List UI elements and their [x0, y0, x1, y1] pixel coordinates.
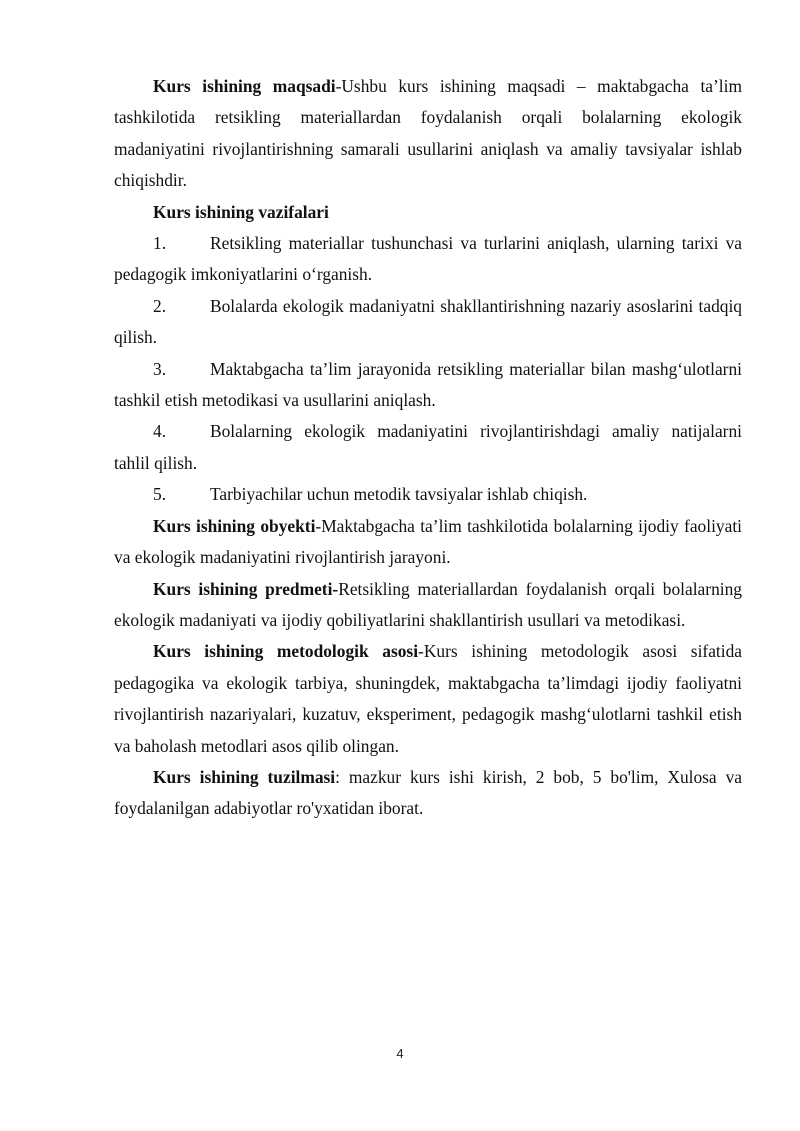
- task-number: 5.: [153, 484, 167, 505]
- task-item-2: [114, 291, 742, 354]
- task-item-3: [114, 354, 742, 417]
- task-item-5: [114, 479, 742, 510]
- page-number: 4: [396, 1046, 404, 1061]
- task-text: Retsikling materiallar tushunchasi va turlarini aniqlash, ularning tarixi va pedagogik imkoniyatlarini o‘rganish.: [114, 233, 742, 285]
- document-body: [114, 71, 742, 825]
- structure-paragraph: [114, 762, 742, 825]
- subject-label: Kurs ishining predmeti-: [153, 578, 339, 599]
- purpose-label: Kurs ishining maqsadi: [153, 76, 336, 96]
- structure-text: : mazkur kurs ishi kirish, 2 bob, 5 bo'lim, Xulosa va foydalanilgan adabiyotlar ro'yxatidan iborat.: [114, 766, 742, 819]
- task-text: Bolalarda ekologik madaniyatni shakllantirishning nazariy asoslarini tadqiq qilish.: [114, 295, 742, 348]
- task-text: Maktabgacha ta’lim jarayonida retsikling materiallar bilan mashg‘ulotlarni tashkil etish metodikasi va usullarini aniqlash.: [114, 358, 742, 411]
- object-text: -Maktabgacha ta’lim tashkilotida bolalarning ijodiy faoliyati va ekologik madaniyatini rivojlantirish jarayoni.: [114, 515, 742, 568]
- methodology-label: Kurs ishining metodologik asosi: [153, 641, 419, 662]
- structure-label: Kurs ishining tuzilmasi: [153, 766, 336, 787]
- task-number: 1.: [153, 233, 167, 254]
- subject-text: Retsikling materiallardan foydalanish orqali bolalarning ekologik madaniyati va ijodiy qobiliyatlarini shakllantirish usullari va metodikasi.: [114, 578, 742, 630]
- tasks-heading: Kurs ishining vazifalari: [153, 201, 329, 222]
- object-label: Kurs ishining obyekti: [153, 515, 316, 536]
- object-paragraph: [114, 511, 742, 574]
- subject-paragraph: [114, 574, 742, 637]
- task-number: 2.: [153, 295, 167, 316]
- methodology-paragraph: [114, 636, 742, 762]
- methodology-text: -Kurs ishining metodologik asosi sifatida pedagogika va ekologik tarbiya, shuningdek, maktabgacha ta’limdagi ijodiy faoliyatni rivojlantirish nazariyalari, kuzatuv, eksperiment, pedagogik mashg‘ulotlarni tashkil etish va baholash metodlari asos qilib olingan.: [114, 641, 742, 756]
- task-number: 4.: [153, 421, 167, 442]
- task-item-4: [114, 416, 742, 479]
- task-item-1: [114, 228, 742, 291]
- task-text: Tarbiyachilar uchun metodik tavsiyalar ishlab chiqish.: [210, 484, 588, 505]
- task-number: 3.: [153, 358, 167, 379]
- purpose-text: -Ushbu kurs ishining maqsadi – maktabgacha ta’lim tashkilotida retsikling materiallardan foydalanish orqali bolalarning ekologik madaniyatini rivojlantirishning samarali usullarini aniqlash va amaliy tavsiyalar ishlab chiqishdir.: [114, 76, 742, 191]
- task-text: Bolalarning ekologik madaniyatini rivojlantirishdagi amaliy natijalarni tahlil qilish.: [114, 421, 742, 473]
- purpose-paragraph: [114, 71, 742, 197]
